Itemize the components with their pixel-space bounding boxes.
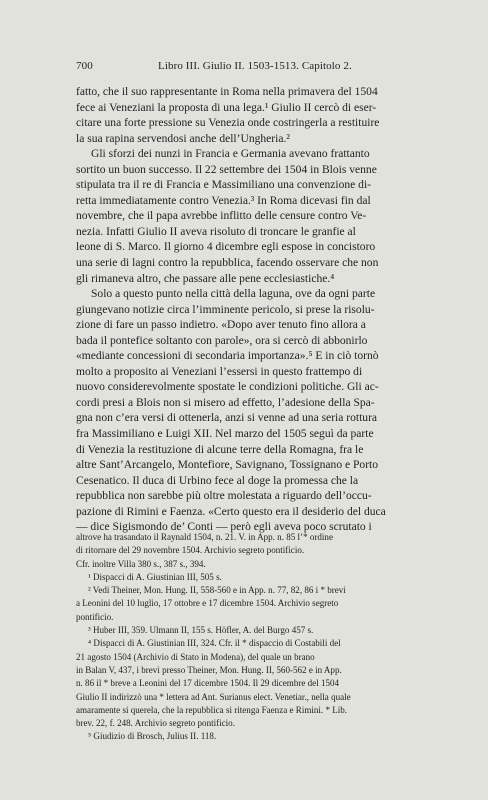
text-line: Gli sforzi dei nunzi in Francia e Germania avevano frattanto — [91, 148, 370, 161]
text-line: stipulata tra il re di Francia e Massimiliano una convenzione di- — [76, 179, 371, 192]
text-line: leone di S. Marco. Il giorno 4 dicembre egli espose in concistoro — [76, 241, 376, 254]
text-line: bada il pontefice soltanto con parole», ora si cercò di abbonirlo — [76, 334, 368, 347]
text-line: fatto, che il suo rappresentante in Roma nella primavera del 1504 — [76, 86, 378, 98]
text-line: gna non c’era versi di ottenerla, anzi si venne ad una seria rottura — [76, 412, 378, 425]
running-head: Libro III. Giulio II. 1503-1513. Capitolo 2. — [158, 60, 352, 72]
footnote-line: brev. 22, f. 248. Archivio segreto pontificio. — [76, 718, 235, 729]
text-line: Solo a questo punto nella città della laguna, ove da ogni parte — [91, 288, 376, 301]
footnote-line: di ritornare del 29 novembre 1504. Archivio segreto pontificio. — [76, 545, 305, 556]
footnote-line: altrove ha trasandato il Raynald 1504, n. 21. V. in App. n. 85 l’* ordine — [76, 532, 333, 542]
paragraph-3 — [76, 287, 446, 536]
main-text — [76, 85, 446, 536]
paragraph-1 — [76, 85, 446, 147]
footnote-line: ¹ Dispacci di A. Giustinian III, 505 s. — [88, 571, 222, 582]
text-line: zione di fare un passo indietro. «Dopo aver tenuto fino allora a — [76, 319, 366, 332]
footnote-line: pontificio. — [76, 611, 114, 622]
text-line: novembre, che il papa avrebbe inflitto delle censure contro Ve- — [76, 210, 367, 223]
footnote-line: ³ Huber III, 359. Ulmann II, 155 s. Höfler, A. del Burgo 457 s. — [88, 625, 314, 636]
text-line: retta immediatamente contro Venezia.³ In Roma dicevasi fin dal — [76, 194, 371, 207]
footnote-line: Giulio II indirizzò una * lettera ad Ant. Surianus elect. Venetiar., nella quale — [76, 691, 351, 702]
text-line: altre Sant’Arcangelo, Montefiore, Savignano, Tossignano e Porto — [76, 459, 379, 472]
text-line: cordi presi a Blois non si misero ad effetto, l’adesione della Spa- — [76, 396, 375, 409]
text-line: repubblica non sarebbe più oltre molestata a riguardo dell’occu- — [76, 490, 372, 503]
footnote-line: amaramente si querela, che la repubblica si ritenga Faenza e Rimini. * Lib. — [76, 704, 348, 715]
footnote-line: Cfr. inoltre Villa 380 s., 387 s., 394. — [76, 558, 206, 569]
page-number: 700 — [76, 60, 93, 72]
text-line: gli rimaneva altro, che passare alle pene ecclesiastiche.⁴ — [76, 272, 335, 285]
text-line: la sua rapina servendosi anche dell’Ungheria.² — [76, 132, 290, 145]
text-line: Cesenatico. Il duca di Urbino fece al doge la promessa che la — [76, 474, 359, 487]
footnote-line: ⁴ Dispacci di A. Giustinian III, 324. Cfr. il * dispaccio di Costabili del — [88, 638, 341, 649]
text-line: di Venezia la restituzione di alcune terre della Romagna, fra le — [76, 443, 364, 456]
footnote-line: in Balan V, 437, i brevi presso Theiner, Mon. Hung. II, 560-562 e in App. — [76, 664, 342, 675]
page-header — [76, 60, 448, 74]
text-line: una serie di lagni contro la repubblica, facendo osservare che non — [76, 257, 379, 270]
text-line: fra Massimiliano e Luigi XII. Nel marzo del 1505 seguì da parte — [76, 428, 374, 441]
text-line: nuovo considerevolmente spostate le condizioni politiche. Gli ac- — [76, 381, 379, 394]
footnote-divider — [76, 524, 446, 525]
footnote-line: ⁵ Giudizio di Brosch, Julius II. 118. — [88, 731, 217, 742]
text-line: — dice Sigismondo de’ Conti — però egli aveva poco scrutato i — [76, 521, 372, 534]
paragraph-2 — [76, 147, 446, 287]
footnote-line: n. 86 il * breve a Leonini del 17 dicembre 1504. Il 29 dicembre del 1504 — [76, 678, 340, 689]
text-line: nezia. Infatti Giulio II aveva risoluto di troncare le granfie al — [76, 225, 356, 238]
text-line: fece ai Veneziani la proposta di una lega.¹ Giulio II cercò di eser- — [76, 101, 377, 114]
footnotes — [76, 531, 448, 744]
footnote-line: a Leonini del 10 luglio, 17 ottobre e 17 dicembre 1504. Archivio segreto — [76, 598, 339, 609]
footnote-line: 21 agosto 1504 (Archivio di Stato in Modena), del quale un brano — [76, 651, 315, 662]
text-line: pazione di Rimini e Faenza. «Certo questo era il desiderio del duca — [76, 505, 386, 518]
text-line: giungevano notizie circa l’imminente pericolo, si prese la risolu- — [76, 303, 375, 316]
text-line: molto a proposito ai Veneziani l’essersi in questo frattempo di — [76, 365, 363, 378]
text-line: «mediante concessioni di secondaria importanza».⁵ E in ciò tornò — [76, 350, 379, 363]
text-line: citare una forte pressione su Venezia onde costringerla a restituire — [76, 117, 380, 130]
text-line: sortito un buon successo. Il 22 settembre dei 1504 in Blois venne — [76, 163, 377, 176]
footnote-line: ² Vedi Theiner, Mon. Hung. II, 558-560 e in App. n. 77, 82, 86 i * brevi — [88, 585, 346, 596]
